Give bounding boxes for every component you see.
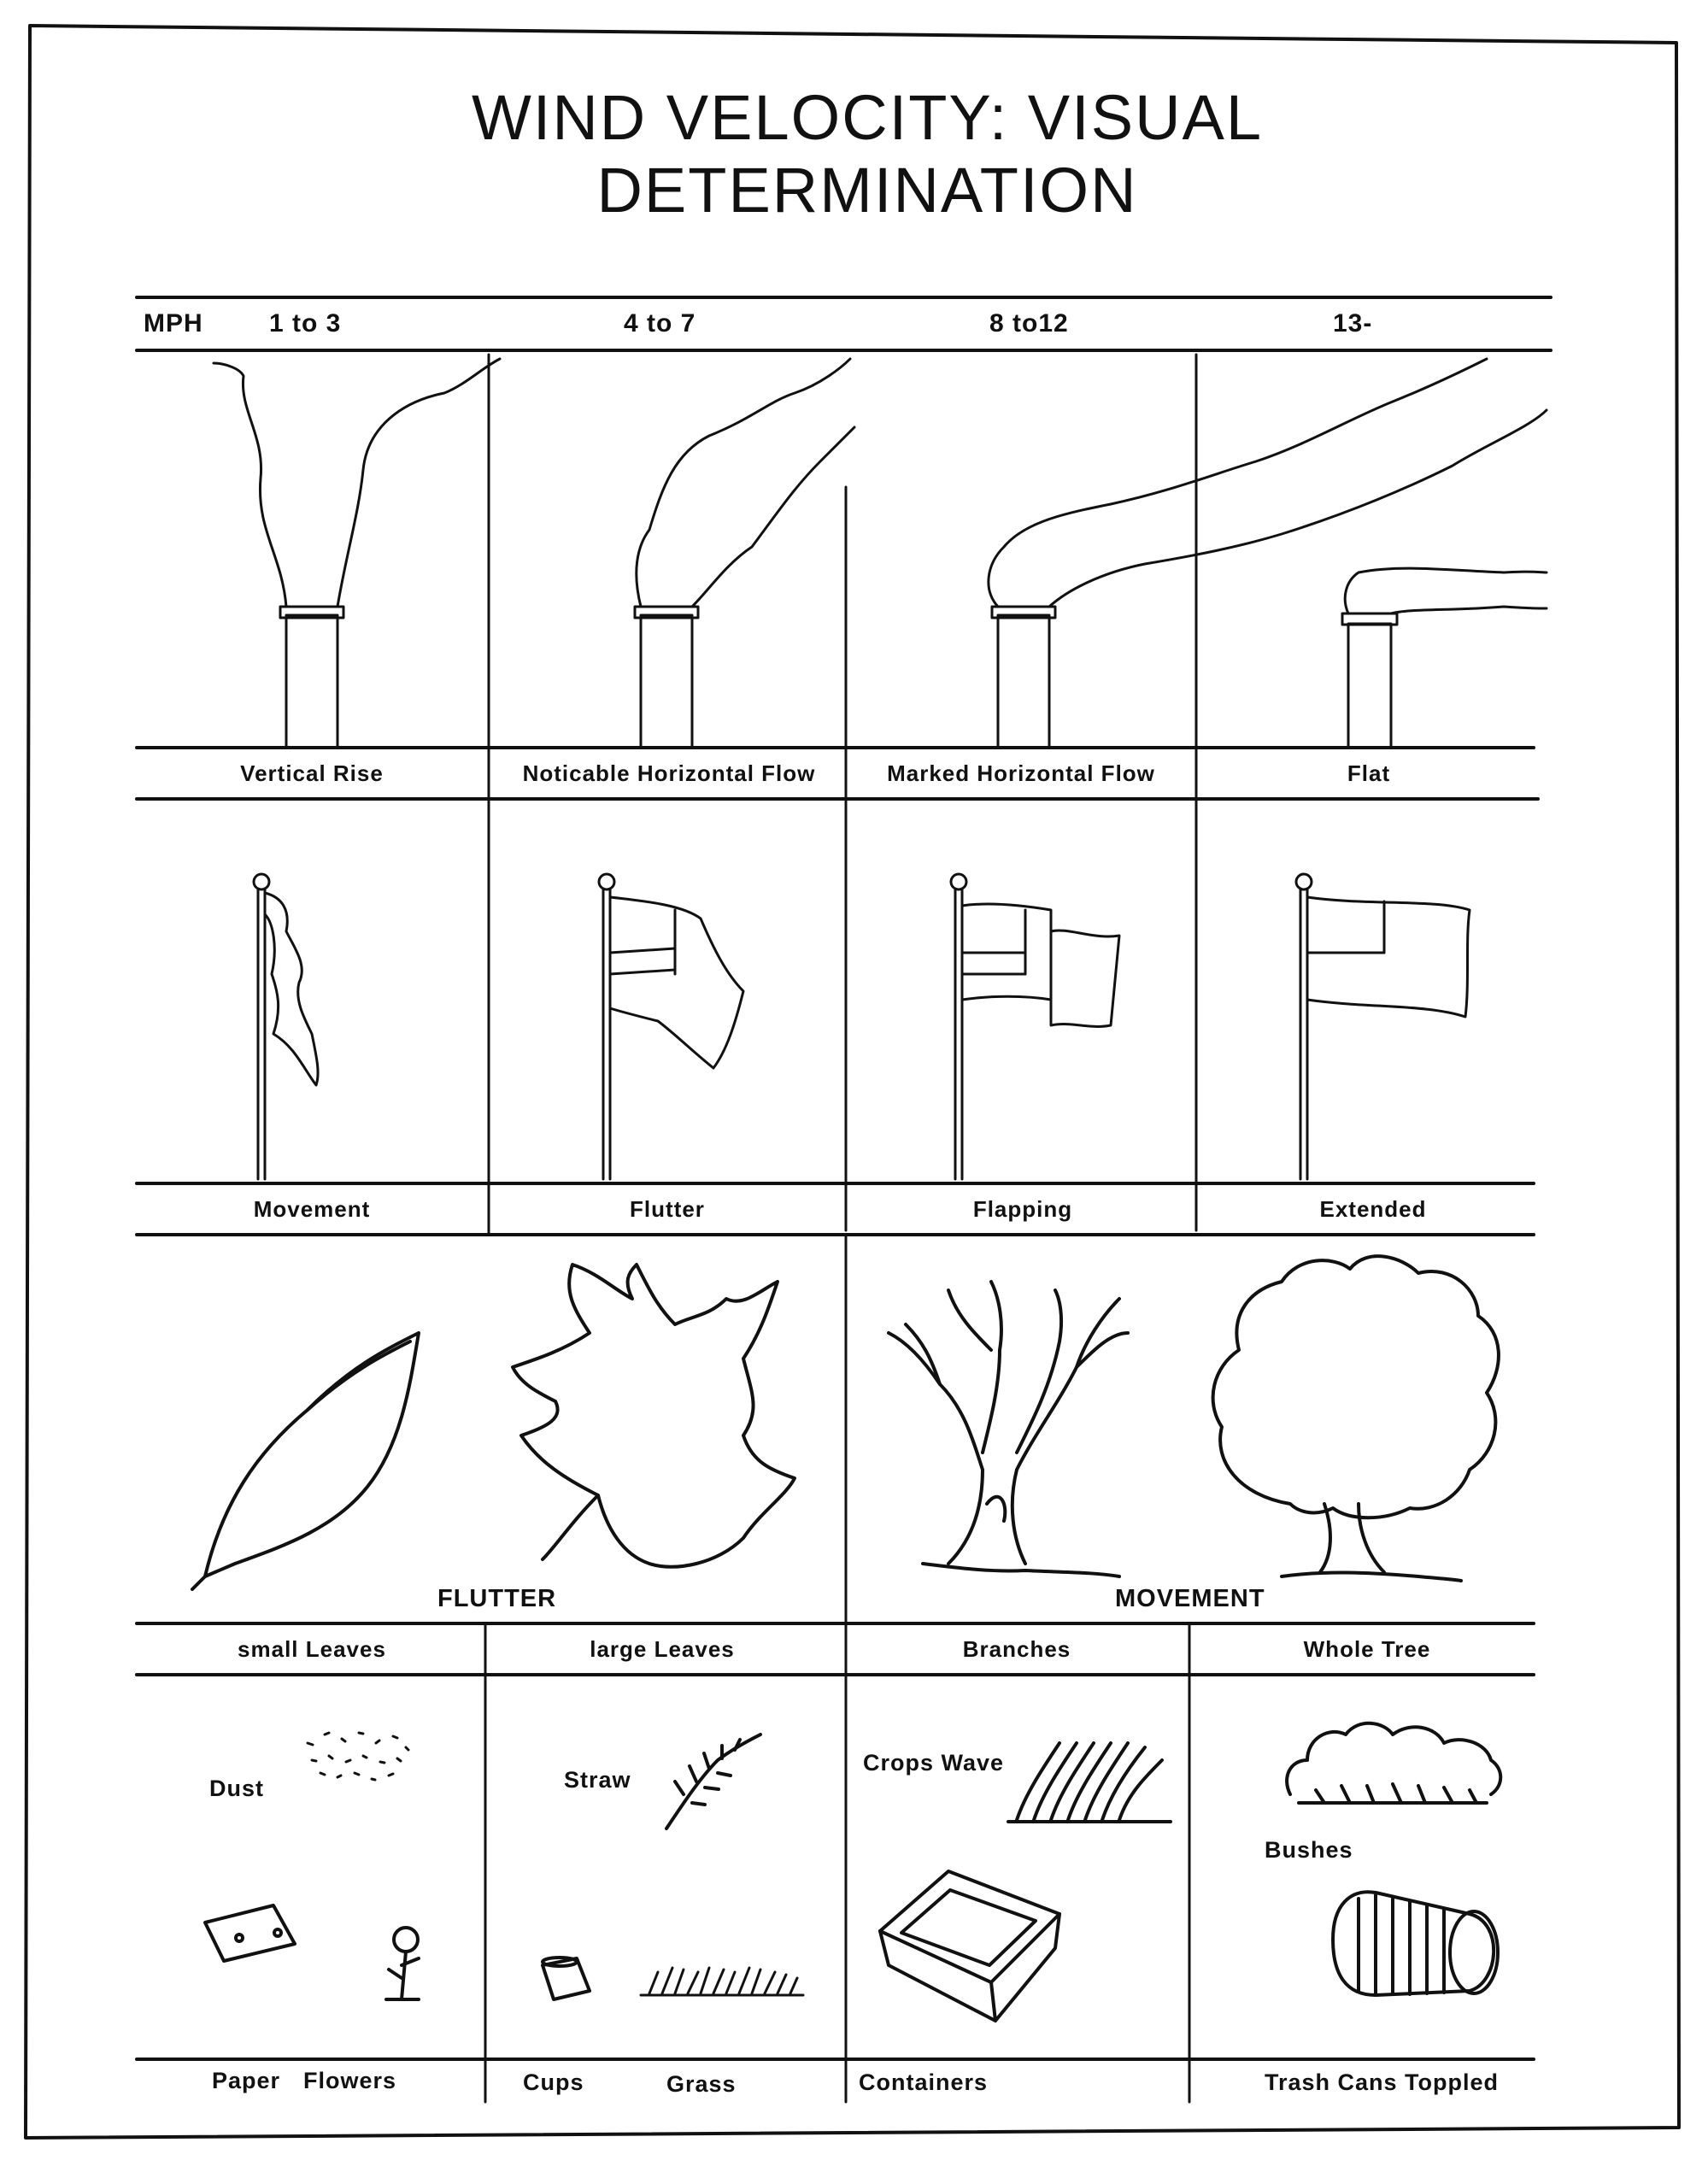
large-leaf-icon xyxy=(513,1265,795,1567)
cup-icon xyxy=(543,1958,590,1999)
flag-caption-extended: Extended xyxy=(1319,1196,1427,1222)
page-title: WIND VELOCITY: VISUAL DETERMINATION xyxy=(471,82,1264,226)
smokestack-vertical-rise xyxy=(214,359,500,748)
smoke-caption-marked-flow: Marked Horizontal Flow xyxy=(887,760,1155,786)
small-leaf-icon xyxy=(192,1333,419,1589)
mph-unit-label: MPH xyxy=(144,309,203,338)
whole-tree-icon xyxy=(1213,1256,1499,1581)
smokestack-marked-horizontal-flow xyxy=(989,359,1547,748)
tree-caption-branches: Branches xyxy=(962,1636,1071,1662)
smoke-caption-noticable-flow: Noticable Horizontal Flow xyxy=(522,760,816,786)
range-label-1: 1 to 3 xyxy=(269,309,342,338)
flag-flapping xyxy=(951,874,1119,1179)
flag-movement xyxy=(254,874,318,1179)
flag-caption-movement: Movement xyxy=(253,1196,371,1222)
flutter-group-label: FLUTTER xyxy=(437,1585,557,1612)
smoke-caption-flat: Flat xyxy=(1347,760,1391,786)
page-border xyxy=(26,26,1679,2138)
range-label-2: 4 to 7 xyxy=(624,309,696,338)
grass-icon xyxy=(641,1968,803,1995)
grid-columns xyxy=(485,355,1196,2102)
bushes-label: Bushes xyxy=(1265,1837,1353,1863)
flag-caption-flutter: Flutter xyxy=(630,1196,705,1222)
cups-caption: Cups xyxy=(523,2069,584,2095)
crops-wave-icon xyxy=(1008,1743,1171,1822)
paper-caption: Paper xyxy=(212,2068,281,2093)
crops-wave-label: Crops Wave xyxy=(863,1750,1005,1776)
paper-icon xyxy=(205,1905,295,1961)
container-box-icon xyxy=(880,1871,1059,2021)
grass-caption: Grass xyxy=(666,2071,737,2097)
flag-flutter xyxy=(599,874,743,1179)
dust-icon xyxy=(308,1733,408,1780)
range-label-3: 8 to12 xyxy=(989,309,1069,338)
dust-label: Dust xyxy=(209,1776,264,1801)
straw-icon xyxy=(666,1735,760,1829)
tree-caption-small-leaves: small Leaves xyxy=(238,1636,386,1662)
tree-caption-whole-tree: Whole Tree xyxy=(1303,1636,1431,1662)
flower-icon xyxy=(386,1928,419,1999)
smokestack-noticable-horizontal-flow xyxy=(635,359,854,748)
straw-label: Straw xyxy=(564,1767,631,1793)
branches-tree-icon xyxy=(889,1282,1128,1576)
flowers-caption: Flowers xyxy=(303,2068,397,2093)
smokestack-flat xyxy=(1342,568,1547,748)
range-label-4: 13- xyxy=(1333,309,1373,338)
tree-caption-large-leaves: large Leaves xyxy=(590,1636,735,1662)
flag-caption-flapping: Flapping xyxy=(972,1196,1073,1222)
bushes-icon xyxy=(1287,1723,1500,1803)
flag-extended xyxy=(1296,874,1470,1179)
movement-group-label: MOVEMENT xyxy=(1115,1585,1265,1612)
trash-can-icon xyxy=(1333,1892,1498,1995)
containers-caption: Containers xyxy=(859,2069,989,2095)
trash-cans-caption: Trash Cans Toppled xyxy=(1265,2069,1500,2095)
smoke-caption-vertical-rise: Vertical Rise xyxy=(240,760,384,786)
grid-rules xyxy=(137,297,1551,2059)
